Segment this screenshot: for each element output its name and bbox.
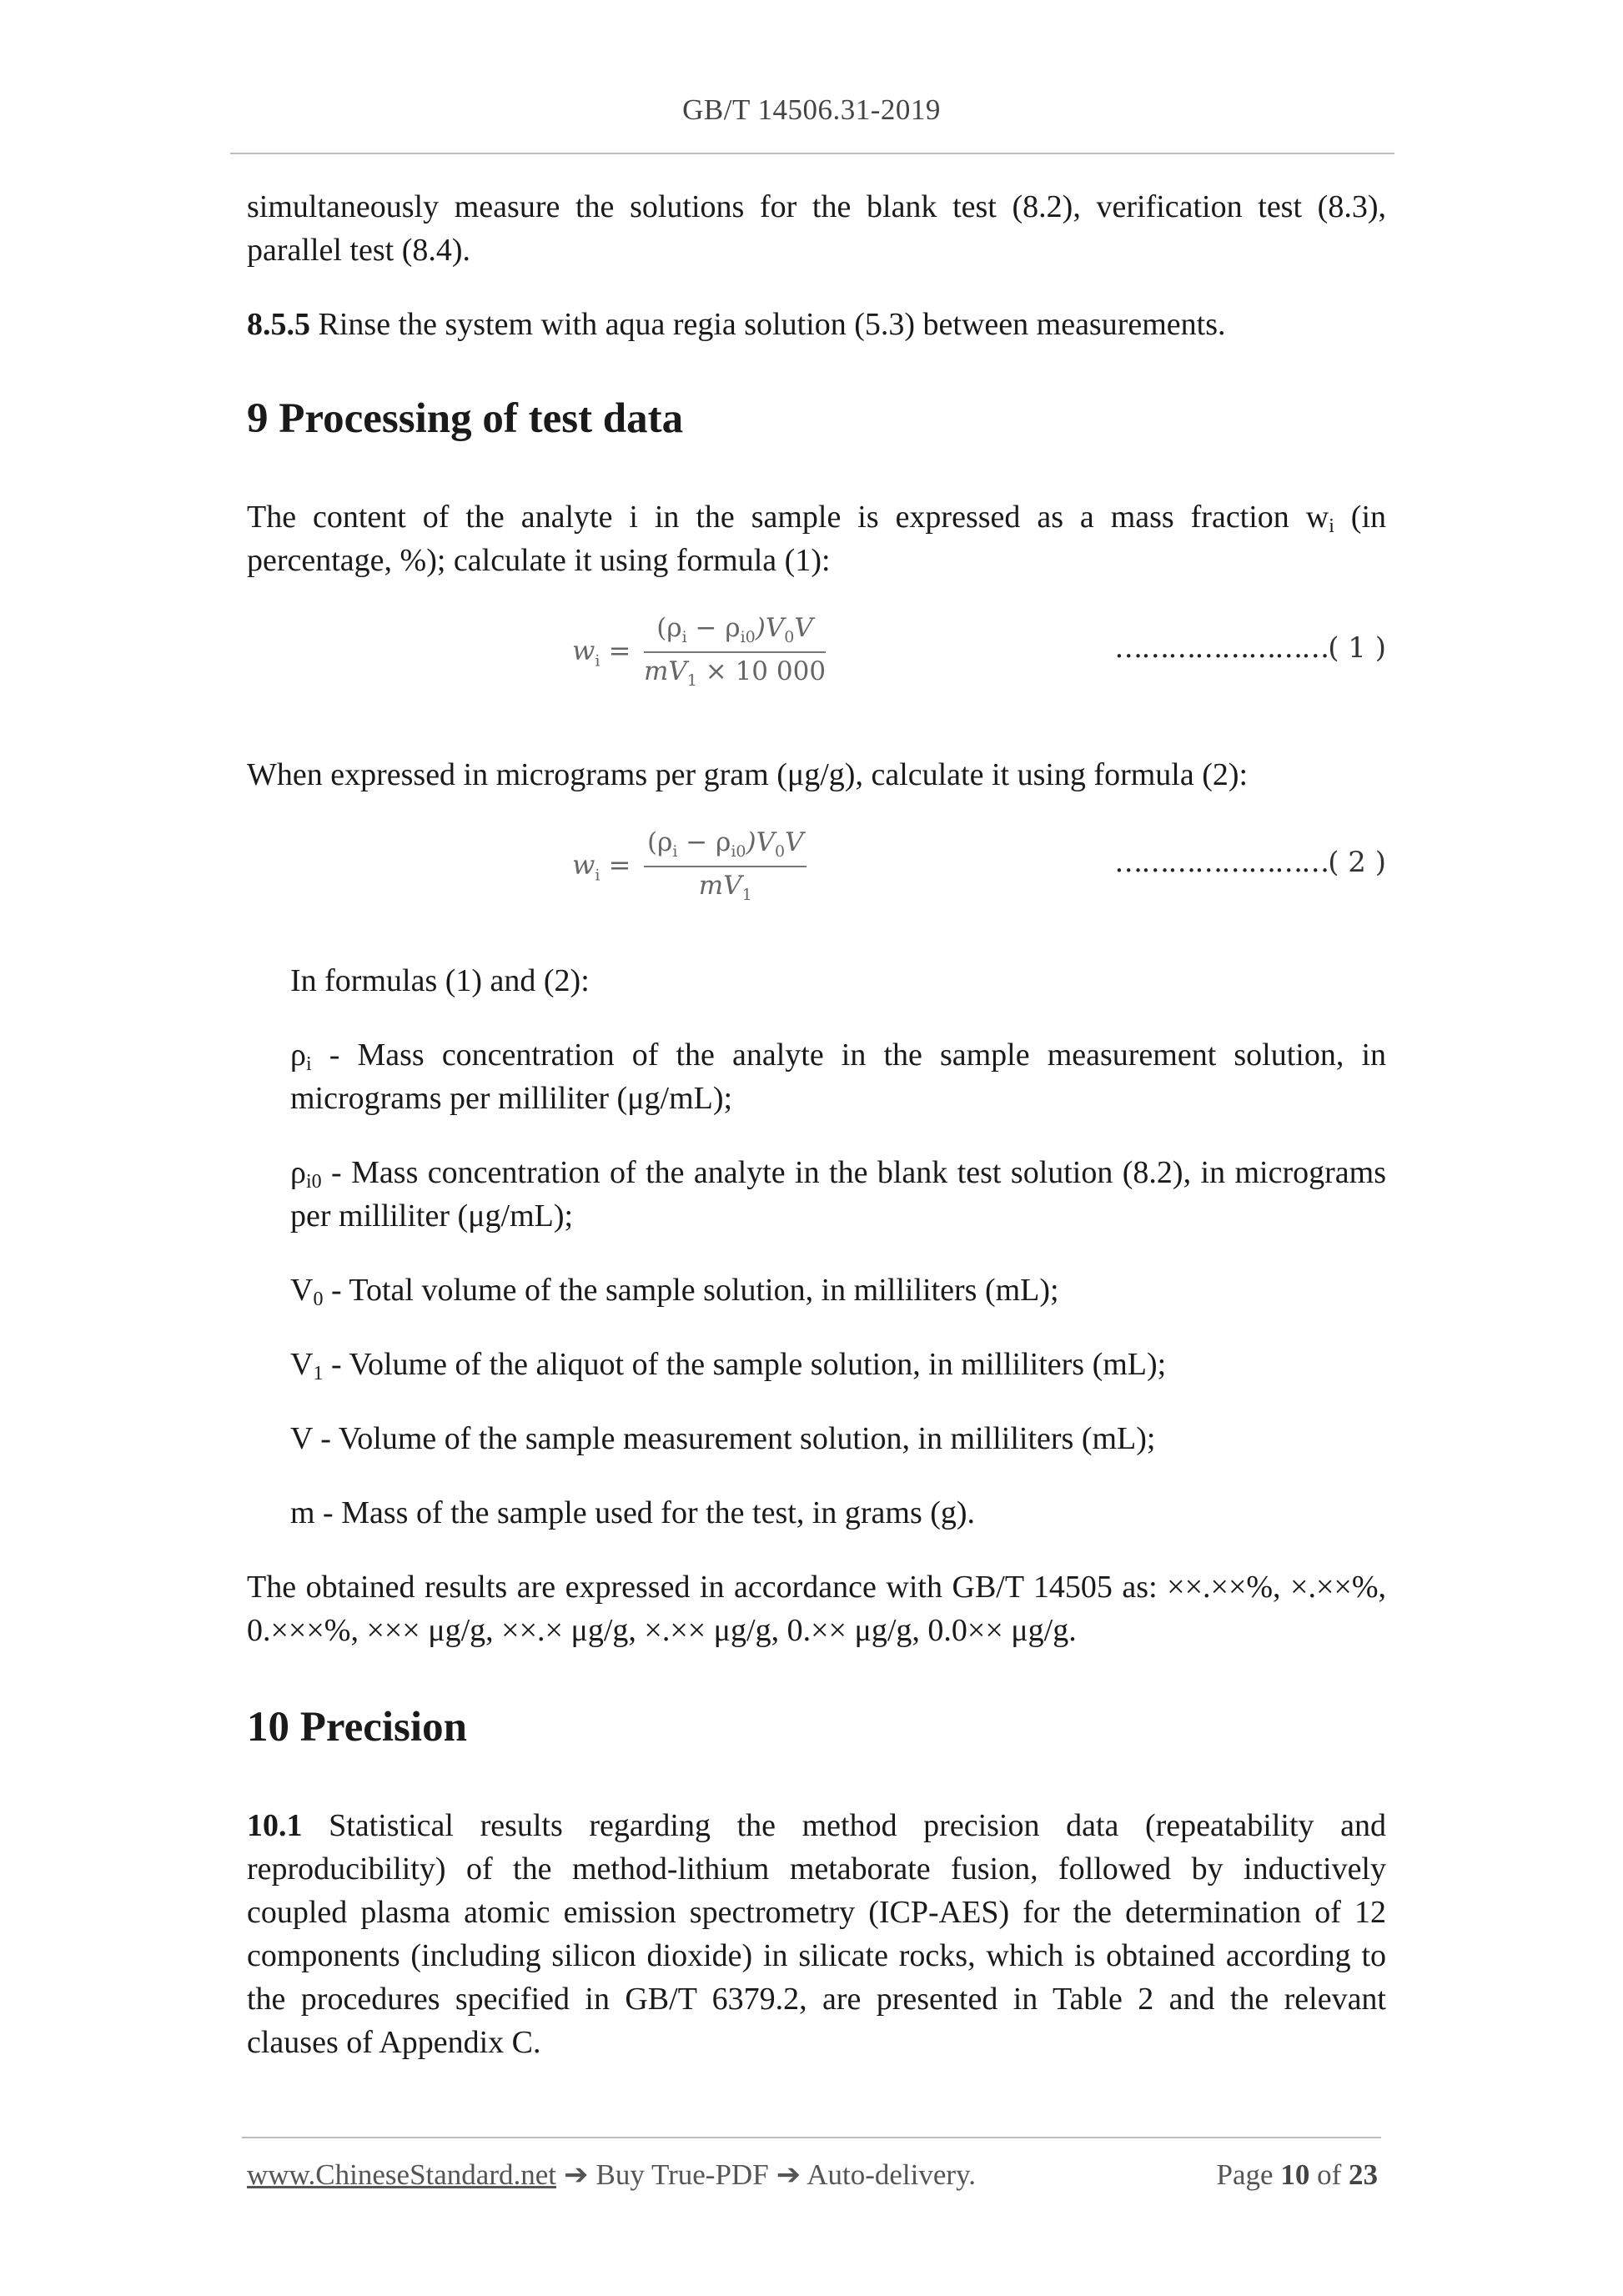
formula-numerator: $(\rho_i - \rho_{i0})V_0V$ <box>644 613 826 653</box>
page-number: Page 10 of 23 <box>1216 2158 1378 2191</box>
buy-true-pdf-text: Buy True-PDF <box>588 2158 776 2191</box>
clause-number: 8.5.5 <box>247 307 310 342</box>
footer-divider <box>242 2137 1381 2138</box>
definition-v0: $V_0$ - Total volume of the sample solution, in milliliters (mL); <box>290 1273 1059 1310</box>
formula-lhs: $w_i$ = <box>572 849 631 885</box>
formula-fraction <box>644 613 826 690</box>
formula-1 <box>247 613 1386 736</box>
site-link[interactable]: www.ChineseStandard.net <box>247 2158 556 2191</box>
formula-denominator: $mV_1$ <box>698 871 752 905</box>
paragraph-8-5-5 <box>247 303 1386 346</box>
formula-denominator: $mV_1 \times 10$ 000 <box>644 656 827 691</box>
total-pages: 23 <box>1349 2158 1378 2191</box>
paragraph-10-1 <box>247 1804 1386 2064</box>
clause-text: Rinse the system with aqua regia solution (5.3) between measurements. <box>318 307 1226 342</box>
definition-rho-i: $\rho_i$ - Mass concentration of the analyte in the sample measurement solution, in micrograms per milliliter (μg/mL); <box>290 1037 1386 1116</box>
right-arrow-icon: ➔ <box>776 2158 801 2191</box>
clause-text: Statistical results regarding the method precision data (repeatability and reproducibility) of the method-lithium metaborate fusion, followed by inductively coupled plasma atomic emission spectrometry (ICP-AES) for the determination of 12 components (including silicon dioxide) in silicate rocks, which is obtained according to the procedures specified in GB/T 6379.2, are presented in Table 2 and the relevant clauses of Appendix C. <box>247 1808 1386 2060</box>
formula-lhs: $w_i$ = <box>572 635 631 671</box>
equation-number-1: ……………………( 1 ) <box>1114 631 1386 665</box>
definition-v1: $V_1$ - Volume of the aliquot of the sample solution, in milliliters (mL); <box>290 1347 1167 1384</box>
formula-variables-intro: In formulas (1) and (2): <box>290 963 590 998</box>
formula-fraction <box>644 827 806 904</box>
paragraph-micrograms: When expressed in micrograms per gram (μg/g), calculate it using formula (2): <box>247 757 1249 792</box>
page-content <box>247 185 1386 2095</box>
paragraph-mass-fraction: The content of the analyte i in the sample is expressed as a mass fraction $w_i$ (in percentage, %); calculate it using formula (1): <box>247 500 1387 578</box>
auto-delivery-text: Auto-delivery. <box>801 2158 977 2191</box>
formula-2 <box>247 827 1386 951</box>
section-heading-9: 9 Processing of test data <box>247 395 684 442</box>
paragraph-results-format: The obtained results are expressed in accordance with GB/T 14505 as: ××.××%, ×.××%, 0.×××%, ××× μg/g, ××.× μg/g, ×.×× μg/g, 0.×× μg/g, 0.0×× μg/g. <box>247 1570 1386 1648</box>
equation-number-2: ……………………( 2 ) <box>1114 846 1386 879</box>
page-header-standard-id: GB/T 14506.31-2019 <box>682 93 941 126</box>
footer-promo <box>247 2158 976 2192</box>
formula-numerator: $(\rho_i - \rho_{i0})V_0V$ <box>644 827 806 867</box>
right-arrow-icon: ➔ <box>564 2158 589 2191</box>
definition-v: V - Volume of the sample measurement solution, in milliliters (mL); <box>290 1421 1156 1456</box>
definition-rho-i0: $\rho_{i0}$ - Mass concentration of the analyte in the blank test solution (8.2), in micrograms per milliliter (μg/mL); <box>290 1155 1386 1233</box>
section-heading-10: 10 Precision <box>247 1704 467 1751</box>
header-divider <box>230 153 1394 154</box>
current-page: 10 <box>1280 2158 1310 2191</box>
definition-m: m - Mass of the sample used for the test, in grams (g). <box>290 1495 976 1530</box>
clause-number: 10.1 <box>247 1808 303 1843</box>
paragraph-continuation: simultaneously measure the solutions for the blank test (8.2), verification test (8.3), parallel test (8.4). <box>247 189 1386 268</box>
